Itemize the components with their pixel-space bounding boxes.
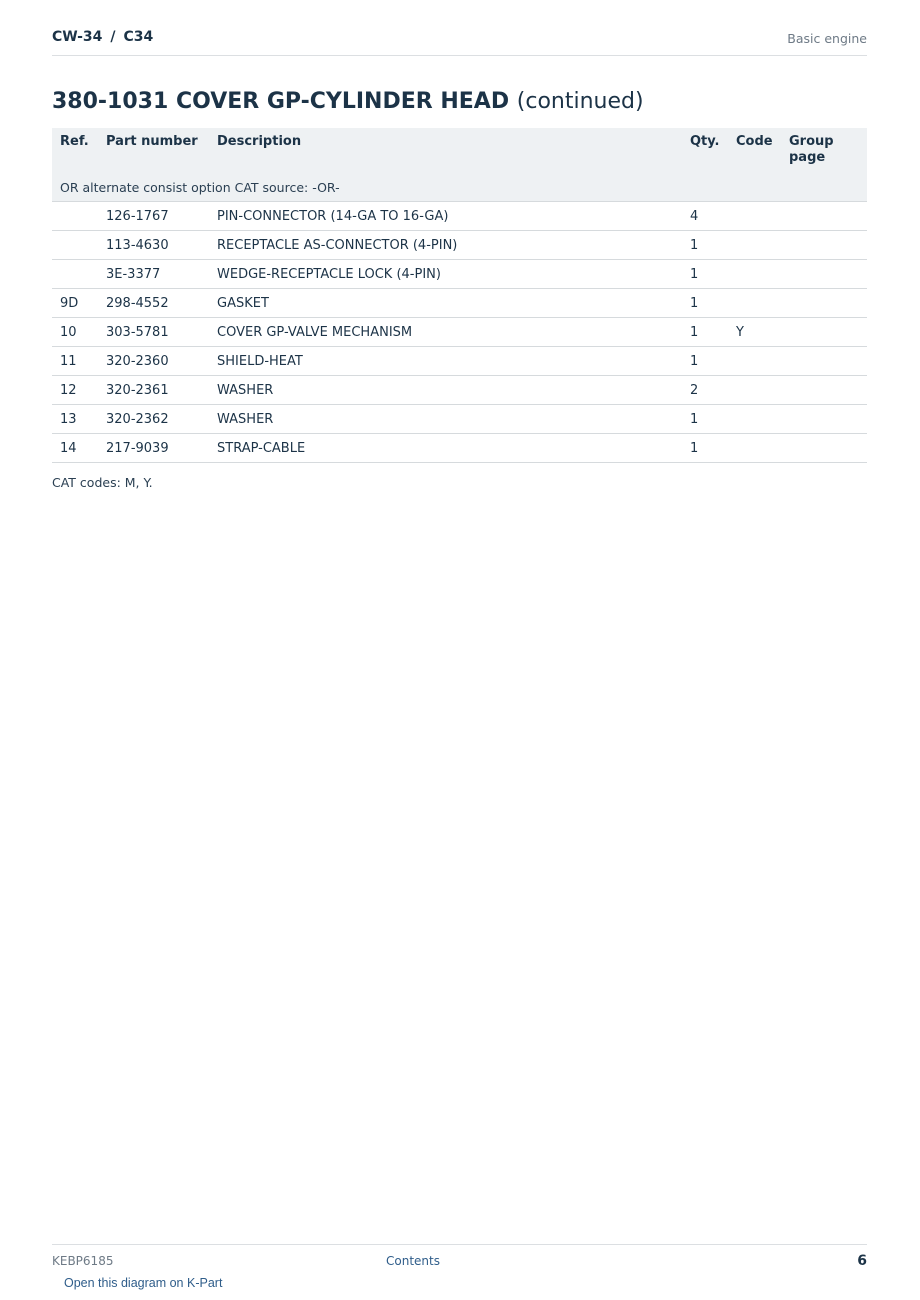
- cell-qty: 1: [682, 318, 728, 347]
- cell-group-page: [781, 202, 867, 231]
- table-row: [52, 376, 867, 405]
- cell-description: WASHER: [209, 376, 682, 405]
- breadcrumb-separator: /: [110, 29, 116, 45]
- cell-part-number: 298-4552: [98, 289, 209, 318]
- table-header-row: [52, 128, 867, 170]
- cell-code: [728, 202, 781, 231]
- engine-label: C34: [123, 29, 154, 45]
- cell-ref: 9D: [52, 289, 98, 318]
- cell-part-number: 303-5781: [98, 318, 209, 347]
- open-kpart-link[interactable]: Open this diagram on K-Part: [64, 1276, 223, 1290]
- cell-ref: [52, 202, 98, 231]
- cell-part-number: 217-9039: [98, 434, 209, 463]
- cell-group-page: [781, 376, 867, 405]
- cell-ref: 12: [52, 376, 98, 405]
- cell-qty: 1: [682, 405, 728, 434]
- cell-description: COVER GP-VALVE MECHANISM: [209, 318, 682, 347]
- cell-group-page: [781, 289, 867, 318]
- header-group-page-line2: page: [789, 150, 826, 165]
- table-row: [52, 347, 867, 376]
- cell-group-page: [781, 347, 867, 376]
- cell-part-number: 320-2362: [98, 405, 209, 434]
- cell-description: PIN-CONNECTOR (14-GA TO 16-GA): [209, 202, 682, 231]
- table-row: [52, 202, 867, 231]
- header-code: Code: [728, 128, 781, 170]
- cell-code: [728, 405, 781, 434]
- cell-group-page: [781, 231, 867, 260]
- breadcrumb: [52, 29, 153, 45]
- cell-part-number: 113-4630: [98, 231, 209, 260]
- model-label: CW-34: [52, 29, 103, 45]
- cell-code: Y: [728, 318, 781, 347]
- cell-ref: 13: [52, 405, 98, 434]
- cell-group-page: [781, 405, 867, 434]
- header-group-page-line1: Group: [789, 134, 834, 149]
- cell-code: [728, 376, 781, 405]
- cell-qty: 1: [682, 347, 728, 376]
- header-description: Description: [209, 128, 682, 170]
- cell-code: [728, 347, 781, 376]
- alternate-note: OR alternate consist option CAT source: -OR-: [52, 170, 867, 202]
- table-row: [52, 434, 867, 463]
- cell-code: [728, 434, 781, 463]
- cell-ref: 10: [52, 318, 98, 347]
- table-row: [52, 260, 867, 289]
- page-title: [52, 89, 644, 114]
- cell-ref: 11: [52, 347, 98, 376]
- cell-description: WASHER: [209, 405, 682, 434]
- header-qty: Qty.: [682, 128, 728, 170]
- cell-group-page: [781, 260, 867, 289]
- cell-description: GASKET: [209, 289, 682, 318]
- cell-part-number: 320-2361: [98, 376, 209, 405]
- cell-code: [728, 231, 781, 260]
- cell-group-page: [781, 434, 867, 463]
- cell-group-page: [781, 318, 867, 347]
- section-label: Basic engine: [787, 31, 867, 46]
- title-main: 380-1031 COVER GP-CYLINDER HEAD: [52, 89, 510, 114]
- header-ref: Ref.: [52, 128, 98, 170]
- cell-description: SHIELD-HEAT: [209, 347, 682, 376]
- cell-part-number: 3E-3377: [98, 260, 209, 289]
- cell-description: WEDGE-RECEPTACLE LOCK (4-PIN): [209, 260, 682, 289]
- page-header: [52, 28, 867, 56]
- page-number: 6: [857, 1253, 867, 1269]
- cell-ref: 14: [52, 434, 98, 463]
- cell-ref: [52, 260, 98, 289]
- contents-link[interactable]: Contents: [386, 1254, 440, 1268]
- cell-description: RECEPTACLE AS-CONNECTOR (4-PIN): [209, 231, 682, 260]
- table-row: [52, 289, 867, 318]
- parts-table-body: [52, 202, 867, 463]
- page-footer: [52, 1244, 867, 1275]
- cell-part-number: 320-2360: [98, 347, 209, 376]
- parts-table: [52, 128, 867, 463]
- document-id: KEBP6185: [52, 1254, 114, 1268]
- cell-code: [728, 289, 781, 318]
- table-row: [52, 231, 867, 260]
- cell-part-number: 126-1767: [98, 202, 209, 231]
- cell-ref: [52, 231, 98, 260]
- cell-qty: 1: [682, 260, 728, 289]
- alternate-note-row: [52, 170, 867, 202]
- cell-qty: 1: [682, 289, 728, 318]
- title-suffix: (continued): [516, 89, 644, 114]
- table-row: [52, 405, 867, 434]
- header-group-page: [781, 128, 867, 170]
- cell-qty: 1: [682, 231, 728, 260]
- cell-code: [728, 260, 781, 289]
- cell-qty: 4: [682, 202, 728, 231]
- cell-description: STRAP-CABLE: [209, 434, 682, 463]
- cell-qty: 1: [682, 434, 728, 463]
- cat-codes-note: CAT codes: M, Y.: [52, 475, 153, 490]
- cell-qty: 2: [682, 376, 728, 405]
- header-part-number: Part number: [98, 128, 209, 170]
- table-row: [52, 318, 867, 347]
